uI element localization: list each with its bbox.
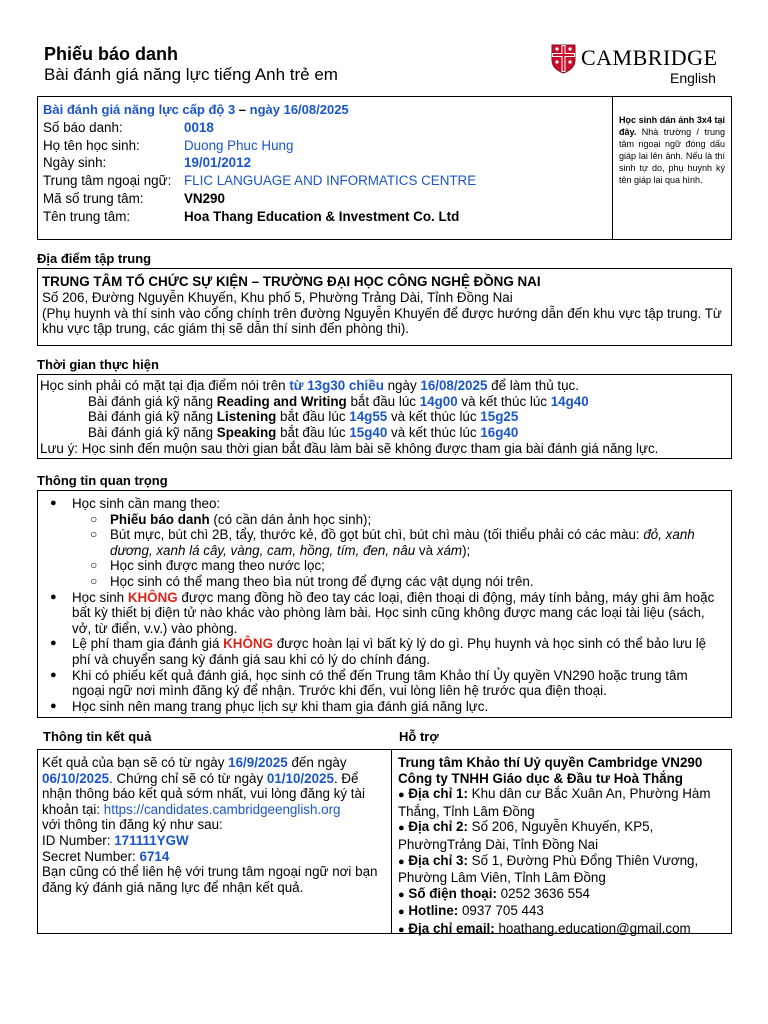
- candidates-link[interactable]: https://candidates.cambridgeenglish.org: [103, 801, 341, 817]
- field-row: [43, 119, 603, 137]
- id-label: ID Number:: [42, 832, 115, 848]
- support-org-2: Công ty TNHH Giáo dục & Đầu tư Hoà Thắng: [398, 770, 683, 786]
- color-and: và: [415, 542, 437, 558]
- color-last: xám: [436, 542, 463, 558]
- bullet-icon: ●: [398, 906, 405, 919]
- list-item: [72, 668, 724, 699]
- schedule-heading: Thời gian thực hiện: [37, 357, 159, 372]
- skill-name: Listening: [216, 409, 277, 425]
- support-label: Địa chỉ 3:: [408, 852, 468, 868]
- field-row: [43, 208, 603, 226]
- support-content: [398, 755, 728, 939]
- exam-heading: [43, 101, 603, 119]
- results-paragraph: [42, 755, 388, 817]
- bullet-icon: ●: [398, 888, 405, 901]
- rule-text: Khi có phiếu kết quả đánh giá, học sinh có thể đến Trung tâm Khảo thí Ủy quyền VN290 hoặc trung tâm ngoại ngữ nơi mình đăng ký để nhận. Trước khi đến, vui lòng liên hệ trước qua điện thoại.: [72, 667, 688, 699]
- rule-warning: KHÔNG: [127, 589, 178, 605]
- results-text: Kết quả của bạn sẽ có từ ngày: [42, 755, 229, 770]
- bring-item-text: (có cần dán ảnh học sinh);: [209, 511, 372, 527]
- bring-item-text: Bút mực, bút chì 2B, tẩy, thước kẻ, đồ gọt bút chì, bút chì màu (tối thiểu phải có các màu:: [110, 527, 644, 543]
- skill-start: 15g40: [349, 425, 388, 441]
- list-item: [110, 574, 724, 590]
- field-row: [43, 190, 603, 208]
- skill-prefix: Bài đánh giá kỹ năng: [88, 409, 217, 425]
- photo-instructions-bold: Học sinh dán ảnh 3x4 tại đây.: [619, 115, 725, 137]
- support-value: Khu dân cư Bắc Xuân An, Phường Hàm Thắng, Tỉnh Lâm Đồng: [398, 786, 711, 819]
- results-contact-text: Bạn cũng có thể liên hệ với trung tâm ngoại ngữ nơi bạn đăng ký đánh giá năng lực để nhận kết quả.: [42, 864, 378, 895]
- exam-date: ngày 16/08/2025: [249, 102, 349, 117]
- field-label: Mã số trung tâm:: [43, 190, 144, 206]
- skill-mid: bắt đầu lúc: [276, 409, 350, 425]
- list-item: [110, 527, 724, 558]
- cambridge-shield-icon: [551, 44, 576, 74]
- page-title: Phiếu báo danh: [44, 44, 179, 64]
- important-content: [44, 496, 724, 714]
- skill-line: [40, 394, 730, 410]
- support-label: Hotline:: [408, 903, 459, 919]
- skill-name: Reading and Writing: [216, 393, 347, 409]
- list-item: [110, 558, 724, 574]
- bring-item-bold: Phiếu báo danh: [110, 511, 210, 527]
- color-list: đỏ, xanh dương, xanh lá cây, vàng, cam, hồng, tím, đen, nâu: [110, 527, 695, 558]
- field-label: Tên trung tâm:: [43, 208, 131, 224]
- list-item: [72, 636, 724, 667]
- secret-value: 6714: [139, 848, 170, 864]
- rule-text-2: được mang đồng hồ đeo tay các loại, điện thoại di động, máy tính bảng, máy ghi âm hoặc bất kỳ thiết bị điện tử nào khác vào phòng làm bài. Học sinh cũng không được mang các loại tài liệu (sách, vở, từ điển, v.v.) vào phòng.: [72, 589, 715, 636]
- bring-list: [72, 512, 724, 590]
- support-value: Số 206, Nguyễn Khuyến, KP5, PhườngTrảng Dài, Tỉnh Đồng Nai: [398, 819, 654, 852]
- support-email[interactable]: hoathang.education@gmail.com: [494, 920, 691, 936]
- photo-instructions: [619, 114, 725, 186]
- field-label: Số báo danh:: [43, 119, 123, 135]
- field-row: [43, 154, 603, 172]
- support-item: [398, 853, 728, 886]
- support-value: Số 1, Đường Phù Đổng Thiên Vương, Phường Lâm Viên, Tỉnh Lâm Đồng: [398, 852, 699, 886]
- skill-mid: bắt đầu lúc: [276, 425, 350, 441]
- bullet-icon: ●: [398, 789, 405, 802]
- checkin-text: Học sinh phải có mặt tại địa điểm nói trên: [40, 378, 290, 393]
- logo-wordmark: CAMBRIDGE: [581, 45, 718, 70]
- schedule-content: [40, 378, 730, 457]
- skill-prefix: Bài đánh giá kỹ năng: [88, 393, 217, 409]
- location-name: TRUNG TÂM TỔ CHỨC SỰ KIỆN – TRƯỜNG ĐẠI HỌC CÔNG NGHỆ ĐỒNG NAI: [42, 274, 541, 289]
- location-note: (Phụ huynh và thí sinh vào cổng chính trên đường Nguyễn Khuyến để được hướng dẫn đến khu vực tập trung. Từ khu vực tập trung, các giám thị sẽ dẫn thí sinh đến phòng thi).: [42, 305, 722, 337]
- skill-line: [40, 409, 730, 425]
- results-heading: Thông tin kết quả: [43, 729, 152, 744]
- results-date-start: 16/9/2025: [228, 755, 288, 770]
- support-phone[interactable]: 0252 3636 554: [496, 885, 591, 901]
- field-label: Ngày sinh:: [43, 155, 107, 171]
- support-item: [398, 903, 728, 921]
- location-address: Số 206, Đường Nguyễn Khuyến, Khu phố 5, Phường Trảng Dài, Tỉnh Đồng Nai: [42, 289, 513, 305]
- important-list: [44, 496, 724, 714]
- bullet-icon: ●: [398, 855, 405, 868]
- results-text-2: đến ngày: [287, 755, 347, 770]
- support-label: Số điện thoại:: [408, 885, 497, 901]
- support-label: Địa chỉ email:: [408, 920, 495, 936]
- cambridge-logo: [551, 44, 723, 88]
- candidate-info: [43, 101, 603, 226]
- bring-item-text: Học sinh có thể mang theo bìa nút trong để đựng các vật dụng nói trên.: [110, 573, 534, 589]
- certificate-date: 01/10/2025: [266, 770, 334, 786]
- support-item: [398, 921, 728, 939]
- skill-end: 15g25: [480, 409, 519, 425]
- bullet-icon: ●: [398, 822, 405, 835]
- secret-number: [42, 849, 388, 865]
- support-item: [398, 786, 728, 819]
- support-org-1: Trung tâm Khảo thí Uỷ quyền Cambridge VN290: [398, 755, 703, 770]
- results-date-end: 06/10/2025: [42, 770, 110, 786]
- checkin-text-2: ngày: [383, 378, 421, 393]
- support-item: [398, 819, 728, 852]
- bring-item-text: Học sinh được mang theo nước lọc;: [110, 558, 325, 574]
- exam-level: Bài đánh giá năng lực cấp độ 3: [43, 102, 236, 117]
- skill-line: [40, 425, 730, 441]
- important-heading: Thông tin quan trọng: [37, 473, 168, 488]
- rule-text: Học sinh: [72, 589, 128, 605]
- field-row: [43, 172, 603, 190]
- results-text-4: . Để nhận thông báo kết quả sớm nhất, vui lòng đăng ký tài khoản tại:: [42, 770, 365, 817]
- support-item: [398, 886, 728, 904]
- field-value: FLIC LANGUAGE AND INFORMATICS CENTRE: [184, 173, 477, 189]
- checkin-time: từ 13g30 chiều: [289, 378, 384, 393]
- rule-text: Lệ phí tham gia đánh giá: [72, 636, 224, 652]
- field-value: VN290: [184, 190, 225, 206]
- skill-prefix: Bài đánh giá kỹ năng: [88, 425, 217, 441]
- skill-mid2: và kết thúc lúc: [387, 425, 481, 441]
- logo-subtext: English: [670, 70, 716, 86]
- exam-heading-dash: –: [235, 102, 250, 117]
- field-value: 0018: [184, 119, 214, 135]
- photo-instructions-text: Nhà trường / trung tâm ngoại ngữ đóng dấu giáp lai lên ảnh. Nếu là thí sinh tự do, phụ huynh ký tên giáp lai qua hình.: [619, 127, 725, 185]
- field-row: [43, 137, 603, 155]
- checkin-text-3: để làm thủ tục.: [487, 378, 579, 393]
- skill-end: 16g40: [480, 425, 519, 441]
- bullet-icon: ●: [398, 923, 405, 936]
- results-content: [42, 755, 388, 895]
- checkin-line: [40, 378, 730, 394]
- field-value: Duong Phuc Hung: [184, 137, 294, 153]
- support-label: Địa chỉ 2:: [408, 819, 468, 835]
- id-value: 171111YGW: [114, 832, 189, 848]
- skill-name: Speaking: [216, 425, 277, 441]
- skill-mid: bắt đầu lúc: [346, 393, 420, 409]
- list-item: [110, 512, 724, 528]
- page-subtitle: Bài đánh giá năng lực tiếng Anh trẻ em: [44, 65, 338, 84]
- field-label: Họ tên học sinh:: [43, 137, 140, 153]
- rule-text-2: được hoàn lại vì bất kỳ lý do gì. Phụ huynh và học sinh có thể bảo lưu lệ phí và chuyển sang kỳ đánh giá sau khi có lý do chính đáng.: [72, 636, 707, 667]
- list-item: [72, 496, 724, 590]
- rule-warning: KHÔNG: [223, 636, 273, 652]
- results-text-3: . Chứng chỉ sẽ có từ ngày: [109, 770, 267, 786]
- field-value: Hoa Thang Education & Investment Co. Ltd: [184, 208, 460, 224]
- location-content: [42, 274, 726, 337]
- color-end: );: [462, 542, 471, 558]
- bring-label: Học sinh cần mang theo:: [72, 496, 221, 511]
- skill-start: 14g00: [419, 393, 458, 409]
- location-heading: Địa điểm tập trung: [37, 251, 152, 266]
- late-note: Lưu ý: Học sinh đến muộn sau thời gian bắt đầu làm bài sẽ không được tham gia bài đánh giá năng lực.: [40, 440, 659, 456]
- list-item: [72, 590, 724, 637]
- support-label: Địa chỉ 1:: [408, 786, 468, 802]
- id-number: [42, 833, 388, 849]
- skill-mid2: và kết thúc lúc: [457, 393, 551, 409]
- field-value: 19/01/2012: [184, 155, 252, 171]
- results-register-text: với thông tin đăng ký như sau:: [42, 817, 223, 833]
- list-item: [72, 699, 724, 715]
- checkin-date: 16/08/2025: [420, 378, 488, 393]
- support-heading: Hỗ trợ: [399, 729, 439, 744]
- skill-start: 14g55: [349, 409, 388, 425]
- skill-end: 14g40: [550, 393, 589, 409]
- support-hotline[interactable]: 0937 705 443: [458, 903, 544, 919]
- field-label: Trung tâm ngoại ngữ:: [43, 173, 172, 189]
- secret-label: Secret Number:: [42, 848, 140, 864]
- skill-mid2: và kết thúc lúc: [387, 409, 481, 425]
- rule-text: Học sinh nên mang trang phục lịch sự khi tham gia đánh giá năng lực.: [72, 698, 489, 714]
